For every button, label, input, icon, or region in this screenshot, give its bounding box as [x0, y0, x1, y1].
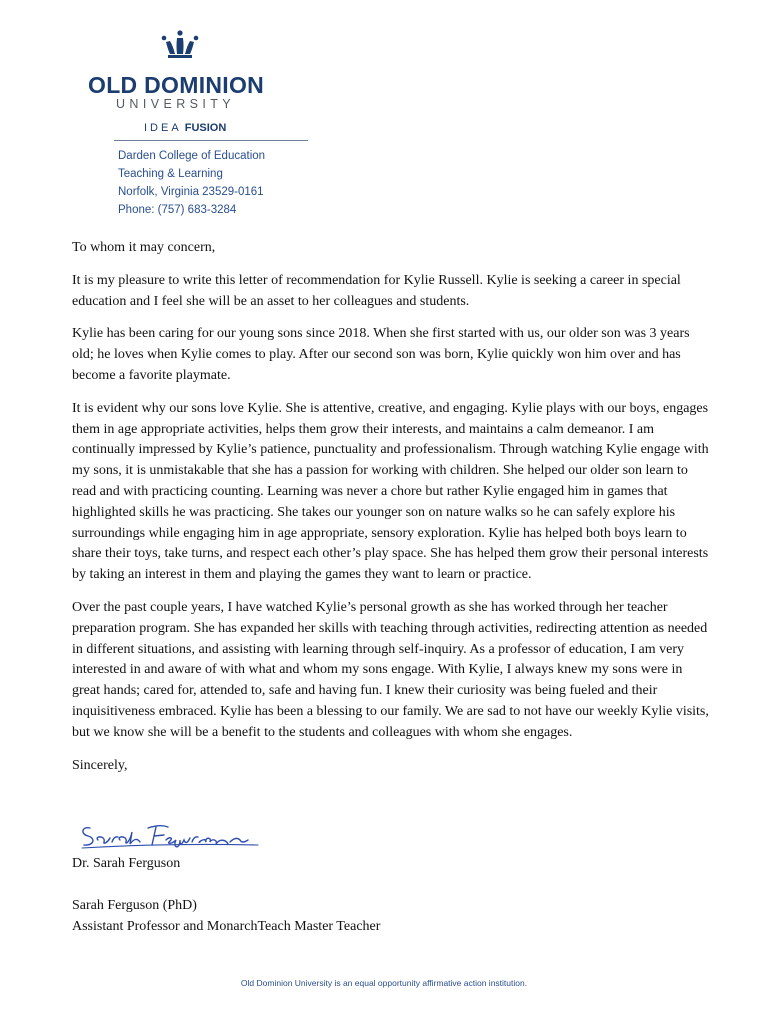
salutation: To whom it may concern,	[72, 240, 216, 255]
letter-body	[72, 238, 712, 788]
signer-name: Sarah Ferguson (PhD)	[72, 898, 197, 913]
institution-name: OLD DOMINION	[88, 72, 265, 98]
address-line: Norfolk, Virginia 23529-0161	[118, 186, 264, 198]
university-label: UNIVERSITY	[116, 97, 236, 111]
address-line: Teaching & Learning	[118, 168, 223, 180]
tagline	[144, 122, 226, 134]
paragraph: It is evident why our sons love Kylie. She is attentive, creative, and engaging. Kylie plays with our boys, engages them in age appropriate activities, helps them grow their interests, and maintains a calm demeanor. I am continually impressed by Kylie’s patience, punctuality and professionalism. Through watching Kylie engage with my sons, it is unmistakable that she has a passion for working with children. She helped our older son learn to read and with practicing counting. Learning was never a chore but rather Kylie engaged him in games that highlighted skills he was practicing. She takes our younger son on nature walks so he can safely explore his surroundings while engaging him in age appropriate, sensory exploration. Kylie has helped both boys learn to share their toys, take turns, and respect each other’s play space. She has helped them grow their personal interests by taking an interest in them and playing the games they want to learn or practice.	[72, 400, 709, 583]
paragraph: Over the past couple years, I have watched Kylie’s personal growth as she has worked through her teacher preparation program. She has expanded her skills with teaching through activities, redirecting attention as needed in different situations, and assisting with learning through self-inquiry. As a professor of education, I am very interested in and aware of with what and whom my sons engage. With Kylie, I always knew my sons were in great hands; cared for, attended to, safe and having fun. I knew their curiosity was being fueled and their inquisitiveness embraced. Kylie has been a blessing to our family. We are sad to not have our weekly Kylie visits, but we know she will be a benefit to the students and colleagues with whom she engages.	[72, 599, 709, 740]
closing: Sincerely,	[72, 757, 128, 773]
signer-title: Assistant Professor and MonarchTeach Master Teacher	[72, 918, 381, 934]
address-line: Phone: (757) 683-3284	[118, 204, 237, 216]
signature-block	[72, 896, 380, 938]
tagline-fusion: FUSION	[184, 122, 227, 134]
address-line: Darden College of Education	[118, 150, 266, 162]
handwritten-signature	[76, 818, 266, 852]
department-address	[118, 147, 265, 219]
signed-name: Dr. Sarah Ferguson	[72, 856, 181, 871]
letterhead-divider	[114, 140, 308, 141]
footer-disclaimer: Old Dominion University is an equal opportunity affirmative action institution.	[240, 978, 528, 988]
paragraph: It is my pleasure to write this letter of recommendation for Kylie Russell. Kylie is seeking a career in special education and I feel she will be an asset to her colleagues and students.	[72, 272, 681, 309]
paragraph: Kylie has been caring for our young sons since 2018. When she first started with us, our older son was 3 years old; he loves when Kylie comes to play. After our second son was born, Kylie quickly won him over and has become a favorite playmate.	[72, 326, 690, 383]
crown-icon	[160, 30, 200, 60]
tagline-idea: IDEA	[144, 122, 182, 134]
